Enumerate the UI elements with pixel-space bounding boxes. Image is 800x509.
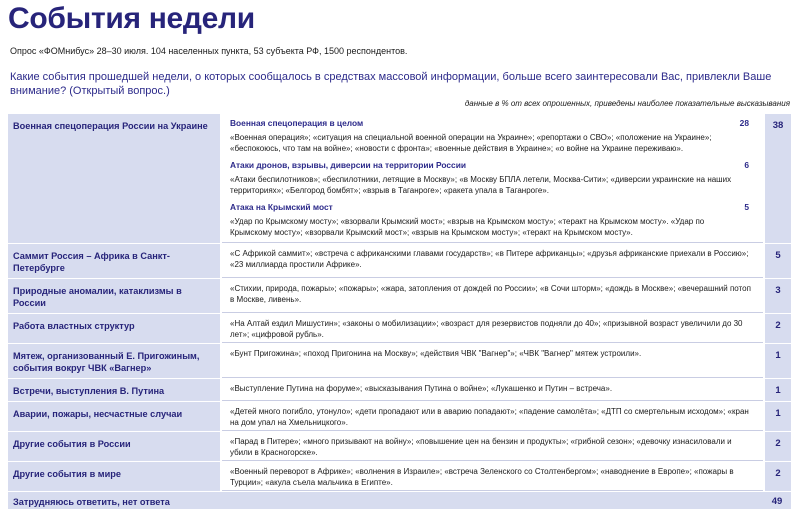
row-value: 2 bbox=[763, 462, 791, 491]
table-row bbox=[8, 114, 791, 244]
table-row bbox=[8, 432, 791, 462]
row-value: 2 bbox=[763, 314, 791, 343]
row-quotes: «Бунт Пригожина»; «поход Пригонина на Москву»; «действия ЧВК "Вагнер"»; «ЧВК "Вагнер" мятеж устроили». bbox=[222, 344, 763, 378]
row-value: 1 bbox=[763, 379, 791, 401]
subsection-quotes: «Атаки беспилотников»; «беспилотники, летящие в Москву»; «в Москву БПЛА летели, Москва-Сити»; «диверсии украинские на наших территориях»; «Белгород бомбят»; «взрыв в Таганроге»; «ракета упала в Таганроге». bbox=[230, 175, 732, 195]
table-row bbox=[8, 379, 791, 402]
survey-question: Какие события прошедшей недели, о которых сообщалось в средствах массовой информации, больше всего заинтересовали Вас, привлекли Ваше внимание? (Открытый вопрос.) bbox=[10, 71, 772, 97]
row-value: 1 bbox=[763, 402, 791, 431]
subsection-title: Атака на Крымский мост bbox=[230, 202, 333, 212]
row-value: 1 bbox=[763, 344, 791, 378]
table-row bbox=[8, 279, 791, 314]
row-quotes: «Парад в Питере»; «много призывают на войну»; «повышение цен на бензин и продукты»; «грибной сезон»; «девочку изнасиловали и убили в Красногорске». bbox=[222, 432, 763, 461]
table-row bbox=[8, 462, 791, 492]
row-category: Саммит Россия – Африка в Санкт-Петербурге bbox=[8, 244, 222, 278]
row-category: Встречи, выступления В. Путина bbox=[8, 379, 222, 401]
row-quotes: «Стихии, природа, пожары»; «пожары»; «жара, затопления от дождей по России»; «в Сочи шторм»; «дождь в Москве»; «вечерашний потоп в Москве, ливень». bbox=[222, 279, 763, 313]
row-value: 5 bbox=[763, 244, 791, 278]
row-quotes: «На Алтай ездил Мишустин»; «законы о мобилизации»; «возраст для резервистов подняли до 40»; «призывной возраст увеличили до 30 лет»; «цифровой рубль». bbox=[222, 314, 763, 343]
table-row bbox=[8, 344, 791, 379]
row-category: Аварии, пожары, несчастные случаи bbox=[8, 402, 222, 431]
subsection-value: 28 bbox=[739, 118, 749, 128]
subsection-value: 5 bbox=[744, 202, 749, 212]
row-category: Мятеж, организованный Е. Пригожиным, события вокруг ЧВК «Вагнер» bbox=[8, 344, 222, 378]
page-title: События недели bbox=[8, 2, 255, 35]
row-value: 2 bbox=[763, 432, 791, 461]
row-category: Другие события в мире bbox=[8, 462, 222, 491]
row-category: Работа властных структур bbox=[8, 314, 222, 343]
subsection-title: Военная спецоперация в целом bbox=[230, 118, 364, 128]
row-value: 3 bbox=[763, 279, 791, 313]
row-quotes: «Военный переворот в Африке»; «волнения в Израиле»; «встреча Зеленского со Столтенбергом»; «наводнение в Европе»; «пожары в Турции»; «акула съела мальчика в Египте». bbox=[222, 462, 763, 491]
results-table bbox=[8, 114, 791, 509]
subsection-header bbox=[230, 202, 753, 213]
row-category: Военная спецоперация России на Украине bbox=[8, 114, 222, 243]
row-quotes: «С Африкой саммит»; «встреча с африканскими главами государств»; «в Питере африканцы»; «друзья африканские приехали в Россию»; «23 миллиарда простили Африке». bbox=[222, 244, 763, 278]
subsection-value: 6 bbox=[744, 160, 749, 170]
row-quotes bbox=[222, 114, 763, 243]
table-row bbox=[8, 244, 791, 279]
table-row bbox=[8, 402, 791, 432]
subsection-title: Атаки дронов, взрывы, диверсии на территории России bbox=[230, 160, 467, 170]
row-quotes: «Детей много погибло, утонуло»; «дети пропадают или в аварию попадают»; «падение самолёта»; «ДТП со смертельным исходом»; «кран на дом упал на Хмельницкого». bbox=[222, 402, 763, 431]
row-category: Природные аномалии, катаклизмы в России bbox=[8, 279, 222, 313]
row-category: Другие события в России bbox=[8, 432, 222, 461]
data-note: данные в % от всех опрошенных, приведены наиболее показательные высказывания bbox=[464, 99, 790, 108]
table-row bbox=[8, 314, 791, 344]
subsection-header bbox=[230, 118, 753, 129]
table-footer-row bbox=[8, 492, 791, 509]
row-quotes: «Выступление Путина на форуме»; «высказывания Путина о войне»; «Лукашенко и Путин – встреча». bbox=[222, 379, 763, 401]
footer-label: Затрудняюсь ответить, нет ответа bbox=[8, 492, 763, 509]
footer-value: 49 bbox=[763, 492, 791, 509]
survey-info: Опрос «ФОМнибус» 28–30 июля. 104 населенных пункта, 53 субъекта РФ, 1500 респондентов. bbox=[10, 46, 408, 56]
subsection-quotes: «Военная операция»; «ситуация на специальной военной операции на Украине»; «репортажи о СВО»; «положение на Украине»; «беспокоюсь, что там на войне»; «новости с фронта»; «военные действия в Украине»; «о войне на Украине переживаю». bbox=[230, 133, 712, 153]
subsection-quotes: «Удар по Крымскому мосту»; «взорвали Крымский мост»; «взрыв на Крымском мосту»; «теракт на Крымском мосту». «Удар по Крымскому мосту»; «взорвали Крымский мост»; «взрыв на Крымском мосту»; «теракт на Крымском мосту». bbox=[230, 217, 705, 237]
subsection-header bbox=[230, 160, 753, 171]
row-value: 38 bbox=[763, 114, 791, 243]
